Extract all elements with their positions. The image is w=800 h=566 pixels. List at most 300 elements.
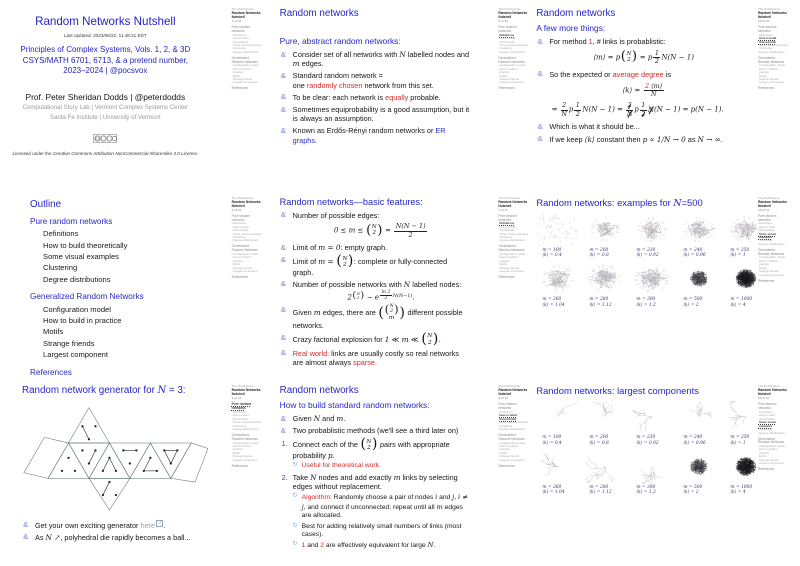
slide-examples-n500 xyxy=(533,189,800,378)
network-thumbnail xyxy=(536,401,580,448)
network-thumbnail xyxy=(583,451,627,498)
item-number: 2. xyxy=(281,473,288,483)
network-graphic xyxy=(677,401,721,434)
sidebar-text: Random Networks Nutshell xyxy=(231,11,261,20)
sidebar-nav-item[interactable]: Strange friends xyxy=(499,454,519,459)
list-item: & Known as Erdős-Rényi random networks or ER graphs. xyxy=(280,125,446,145)
network-thumbnail xyxy=(677,401,721,448)
bullet-flower-icon: & xyxy=(280,348,287,358)
sidebar-text: 6 of 72 xyxy=(498,18,508,23)
sidebar-nav-item[interactable]: How to build in practice xyxy=(758,447,778,455)
list-item: & Two probablistic methods (we'll see a third later on) xyxy=(280,425,459,436)
sidebar-nav-item[interactable]: Configuration model xyxy=(758,63,785,68)
bullet-flower-icon: & xyxy=(280,49,287,59)
network-label: m = 240 ⟨k⟩ = 0.96 xyxy=(683,435,706,447)
slide-sidebar xyxy=(498,8,528,91)
sidebar-nav-item[interactable]: How to build theoretically xyxy=(758,36,777,44)
sidebar-nav-item[interactable]: Clustering xyxy=(499,46,513,51)
list-item: & Consider set of all networks with N labelled nodes and m edges. xyxy=(280,49,470,69)
slide-subhead: A few more things: xyxy=(536,23,606,33)
slide-sidebar xyxy=(758,8,788,91)
sidebar-nav-item[interactable]: Clustering xyxy=(232,46,246,51)
network-label: m = 230 ⟨k⟩ = 0.92 xyxy=(636,435,659,447)
sub-item: ↻ Algorithm: Randomly choose a pair of nodes i and j, i ≠ j, and connect if unconnected; repeat until all m edges are allocated. xyxy=(292,493,468,520)
sidebar-nav-item[interactable]: Pure random networks xyxy=(757,25,777,33)
sidebar-nav-item[interactable]: Some visual examples xyxy=(758,420,776,428)
sidebar-nav-item[interactable]: Strange friends xyxy=(758,457,779,462)
bullet-list xyxy=(536,37,738,144)
bullet-flower-icon: & xyxy=(280,70,287,80)
list-item: & Limit of m = 0: empty graph. xyxy=(280,242,388,253)
slide-title: Random networks: largest components xyxy=(536,385,699,397)
sidebar-nav-item[interactable]: Clustering xyxy=(758,46,772,51)
sidebar-nav-item[interactable]: How to build theoretically xyxy=(232,224,249,233)
sidebar-nav-item[interactable]: Motifs xyxy=(499,450,508,455)
slide-title: Random networks xyxy=(536,8,616,19)
sub-bullet-icon: ↻ xyxy=(292,522,298,529)
sidebar-text: Random Networks Nutshell xyxy=(757,11,787,20)
network-graphic xyxy=(583,451,627,484)
equation-possible-networks: 2 $^{( N 2 )}$ ∼ e $^{\frac{\ln 2}{2} N(N-1)}$. xyxy=(347,290,415,302)
sidebar-nav-item[interactable]: Definitions xyxy=(758,409,773,414)
sidebar-nav-item[interactable]: Generalized Random Networks xyxy=(231,244,258,253)
list-item: & So the expected or average degree is ⟨k⟩ = $\frac{2 ⟨m⟩}{N}$ = $\frac{2}{N}$ p $\frac{1}{2}$ N(N − 1) = $\frac{2}{N}$ p $\frac{1}{2}$ N(N − 1) = p(N − 1). xyxy=(536,70,738,118)
network-thumbnail xyxy=(583,263,627,310)
sidebar-nav-item[interactable]: Clustering xyxy=(499,423,513,428)
outline-item-link[interactable]: Configuration model xyxy=(43,304,111,314)
sidebar-nav-item[interactable]: Strange friends xyxy=(232,454,253,459)
network-label: m = 250 ⟨k⟩ = 1 xyxy=(730,247,750,259)
network-thumbnail xyxy=(630,401,674,448)
sidebar-text: Random Networks Nutshell xyxy=(498,199,528,208)
bullet-list xyxy=(280,211,470,368)
slide-sidebar xyxy=(232,385,262,468)
slide-few-more-things xyxy=(533,0,800,189)
slide-sidebar xyxy=(232,197,262,280)
sidebar-text: 4 of 72 xyxy=(231,396,242,401)
network-thumbnail xyxy=(536,214,580,261)
slide-subhead: How to build standard random networks: xyxy=(279,400,430,411)
sidebar-nav-item[interactable]: Configuration model xyxy=(499,440,526,445)
outline-item-link[interactable]: Degree distributions xyxy=(43,274,111,284)
list-item: & For method 1, # links is probablistic: ⟨m⟩ = p ( N 2 ) = p $\frac{1}{2}$ N(N − 1) xyxy=(536,37,738,65)
sidebar-nav-item[interactable]: References xyxy=(231,463,248,468)
sidebar-nav-item[interactable]: Some visual examples xyxy=(232,42,262,47)
sidebar-nav-item[interactable]: Strange friends xyxy=(499,77,519,81)
bullet-flower-icon: & xyxy=(280,104,287,114)
network-thumbnail xyxy=(536,451,580,498)
sidebar-nav-item[interactable]: Configuration model xyxy=(758,444,785,449)
sidebar-nav-item[interactable]: Motifs xyxy=(232,450,241,455)
sidebar-nav-item[interactable]: Definitions xyxy=(232,221,247,226)
outline-item-link[interactable]: How to build theoretically xyxy=(43,240,128,250)
network-label: m = 500 ⟨k⟩ = 2 xyxy=(683,297,703,308)
network-thumbnail xyxy=(677,451,721,498)
network-graphic xyxy=(536,263,580,296)
sidebar-nav-item[interactable]: How to build in practice xyxy=(232,444,252,452)
network-thumbnail xyxy=(630,263,674,310)
sidebar-nav-item[interactable]: Degree distributions xyxy=(232,427,259,432)
outline-item-link[interactable]: Motifs xyxy=(43,327,64,337)
sidebar-nav-item[interactable]: Largest component xyxy=(758,461,784,466)
sidebar-nav-item[interactable]: Clustering xyxy=(232,423,246,428)
network-label: m = 300 ⟨k⟩ = 1.2 xyxy=(636,297,656,308)
numbered-item: 2. Take N nodes and add exactly m links by selecting edges without replacement. ↻ Algorithm: Randomly choose a pair of nodes i and j, i ≠ j, and connect if unconnected; repeat until all m edges are allocated. ↻ Best for adding relatively small numbers of links (most cases). ↻ 1 and 2 are effectively equivalent for large N. xyxy=(281,473,468,550)
bullet-list xyxy=(280,50,470,145)
slide-how-to-build xyxy=(267,377,534,566)
network-thumbnail xyxy=(630,214,674,261)
network-label: m = 1000 ⟨k⟩ = 4 xyxy=(730,484,753,496)
sidebar-nav-item[interactable]: How to build in practice xyxy=(499,444,519,452)
sidebar-nav-item[interactable]: Pure random networks xyxy=(757,213,777,222)
sub-bullet-list xyxy=(293,462,470,471)
affiliation-line-1: Computational Story Lab | Vermont Complex Systems Center xyxy=(22,103,189,111)
slide-sidebar xyxy=(758,197,788,284)
bullet-flower-icon: & xyxy=(280,242,287,252)
outline-item-link[interactable]: Definitions xyxy=(43,229,79,239)
largest-components-grid xyxy=(536,401,753,498)
outline-item-link[interactable]: Some visual examples xyxy=(43,251,119,261)
network-thumbnail xyxy=(583,214,627,261)
network-thumbnail xyxy=(677,214,721,261)
sidebar-nav-item[interactable]: How to build in practice xyxy=(499,66,519,75)
sidebar-nav-item[interactable]: Largest component xyxy=(758,272,784,277)
list-item: & Given m edges, there are ( ( N 2 ) m ) different possible networks. xyxy=(280,302,463,331)
sidebar-text: The PoCSverse xyxy=(498,384,521,389)
sidebar-nav-item[interactable]: How to build theoretically xyxy=(499,413,517,421)
sub-bullet-list xyxy=(293,493,470,551)
bullet-flower-icon: & xyxy=(537,121,543,131)
numbered-item: 1. Connect each of the ( N 2 ) pairs with appropriate probability p. ↻ Useful for theoretical work. xyxy=(280,439,470,471)
sidebar-nav-item[interactable]: Definitions xyxy=(232,32,247,37)
sidebar-nav-item[interactable]: Pure random networks xyxy=(498,213,517,222)
affiliation-line-2: Santa Fe Institute | University of Vermont xyxy=(50,113,161,121)
sidebar-nav-item[interactable]: Motifs xyxy=(499,262,508,267)
sidebar-nav-item[interactable]: Degree distributions xyxy=(499,49,526,54)
network-thumbnail xyxy=(677,263,721,310)
sidebar-text: The PoCSverse xyxy=(757,7,780,11)
list-item: & Which is what it should be... xyxy=(537,121,640,132)
sidebar-nav-item[interactable]: Pure random networks xyxy=(498,25,517,33)
sidebar-nav-item[interactable]: Degree distributions xyxy=(499,238,526,243)
sidebar-nav-item[interactable]: Generalized Random Networks xyxy=(498,55,525,64)
sidebar-nav-item[interactable]: Configuration model xyxy=(758,255,785,260)
outline-item-link[interactable]: Strange friends xyxy=(43,338,95,348)
sidebar-nav-item[interactable]: Some visual examples xyxy=(499,42,529,47)
sidebar-nav-item[interactable]: Generalized Random Networks xyxy=(498,244,525,253)
sidebar-nav-item[interactable]: Pure random networks xyxy=(498,402,517,411)
sidebar-nav-item[interactable]: References xyxy=(498,86,515,91)
bullet-flower-icon: & xyxy=(280,92,287,102)
network-label: m = 280 ⟨k⟩ = 1.12 xyxy=(589,484,612,496)
sidebar-text: Random Networks Nutshell xyxy=(498,388,528,397)
bullet-flower-icon: & xyxy=(280,210,287,220)
sidebar-nav-item[interactable]: Some visual examples xyxy=(758,42,788,47)
bullet-list xyxy=(22,520,203,542)
sidebar-nav-item[interactable]: Pure random networks xyxy=(231,213,251,222)
bullet-flower-icon: & xyxy=(23,532,29,542)
network-graphic xyxy=(536,401,580,434)
sidebar-nav-item[interactable]: Some visual examples xyxy=(758,231,776,239)
sidebar-nav-item[interactable]: How to build in practice xyxy=(758,66,778,75)
outline-section-link[interactable]: References xyxy=(30,367,72,377)
sidebar-text: 10 of 72 xyxy=(757,18,770,23)
sidebar-nav-item[interactable]: Some visual examples xyxy=(499,231,529,236)
slide-subhead: Pure, abstract random networks: xyxy=(279,36,401,46)
network-label: m = 280 ⟨k⟩ = 1.12 xyxy=(589,297,612,308)
network-graphic xyxy=(630,263,674,296)
sidebar-text: 14 of 72 xyxy=(757,396,770,401)
sidebar-text: 2 of 72 xyxy=(231,207,242,212)
network-label: m = 100 ⟨k⟩ = 0.4 xyxy=(542,435,562,447)
course-line: Principles of Complex Systems, Vols. 1, 2, & 3D CSYS/MATH 6701, 6713, & a pretend number, 2023–2024 | @pocsvox xyxy=(20,45,191,76)
network-graphic xyxy=(677,214,721,247)
sidebar-nav-item[interactable]: Definitions xyxy=(758,32,773,37)
last-updated: Last updated: 2023/08/22, 11:48:21 EDT xyxy=(63,33,147,38)
sidebar-text: Random Networks Nutshell xyxy=(231,388,261,397)
sidebar-nav-item[interactable]: Motifs xyxy=(232,73,241,78)
equation-possible-edges: 0 ≤ m ≤ ( N 2 ) = $\frac{N(N - 1)}{2}$ xyxy=(333,222,426,239)
sidebar-nav-item[interactable]: Degree distributions xyxy=(758,49,785,54)
sidebar-nav-item[interactable]: References xyxy=(498,463,515,468)
sidebar-text: 13 of 72 xyxy=(757,207,770,212)
network-label: m = 500 ⟨k⟩ = 2 xyxy=(683,484,703,496)
sidebar-nav-item[interactable]: References xyxy=(498,275,515,280)
network-label: m = 250 ⟨k⟩ = 1 xyxy=(730,435,750,447)
sidebar-nav-item[interactable]: Largest component xyxy=(232,269,258,274)
external-link-icon[interactable]: ↗ xyxy=(157,520,162,527)
sidebar-nav-item[interactable]: Generalized Random Networks xyxy=(757,436,785,445)
bullet-flower-icon: & xyxy=(537,36,543,46)
sidebar-nav-item[interactable]: How to build theoretically xyxy=(232,413,249,421)
sidebar-text: The PoCSverse xyxy=(757,195,780,200)
list-item: & As N ↗, polyhedral die rapidly becomes a ball... xyxy=(23,532,191,542)
network-graphic xyxy=(583,401,627,434)
bullet-flower-icon: & xyxy=(537,69,543,79)
outline-item-link[interactable]: Largest component xyxy=(43,350,109,360)
sidebar-nav-item[interactable]: Degree distributions xyxy=(758,241,785,246)
sidebar-nav-item[interactable]: How to build in practice xyxy=(232,66,252,75)
equation-degree-derivation: = $\frac{2}{N}$ p $\frac{1}{2}$ N(N − 1) = $\frac{2}{N}$ p $\frac{1}{2}$ N(N − 1) = p(N − 1). xyxy=(551,101,724,118)
bullet-list xyxy=(280,414,470,435)
author-line: Prof. Peter Sheridan Dodds | @peterdodds xyxy=(25,91,186,102)
sidebar-text: The PoCSverse xyxy=(757,384,780,389)
sidebar-nav-item[interactable]: Strange friends xyxy=(758,77,779,81)
sidebar-nav-item[interactable]: Largest component xyxy=(232,80,258,85)
slide-sidebar xyxy=(498,197,528,280)
list-item: & Number of possible edges: 0 ≤ m ≤ ( N 2 ) = $\frac{N(N - 1)}{2}$ xyxy=(280,211,470,239)
slide-sidebar xyxy=(232,8,262,91)
list-item: & Standard random network = one randomly chosen network from this set. xyxy=(280,70,434,90)
sidebar-text: The PoCSverse xyxy=(498,195,521,200)
sidebar-nav-item[interactable]: Definitions xyxy=(499,409,513,414)
slide-title-card xyxy=(0,0,267,189)
inline-link[interactable]: ER graphs xyxy=(292,126,446,145)
sidebar-nav-item[interactable]: Strange friends xyxy=(232,265,253,270)
sidebar-nav-item[interactable]: Motifs xyxy=(758,265,767,270)
inline-link[interactable]: here xyxy=(140,520,156,530)
list-item: & Number of possible networks with N labelled nodes: 2 $^{( N 2 )}$ ∼ e $^{\frac{\ln 2}{2} N(N-1)}$. xyxy=(280,280,470,303)
octahedron-net xyxy=(22,400,208,512)
sidebar-nav-item[interactable]: Motifs xyxy=(232,262,241,267)
slide-sidebar xyxy=(758,385,788,472)
network-label: m = 240 ⟨k⟩ = 0.96 xyxy=(683,247,706,259)
sidebar-nav-item[interactable]: Generalized Random Networks xyxy=(231,433,258,441)
list-item: & If we keep ⟨k⟩ constant then p ∝ 1/N → 0 as N → ∞. xyxy=(537,134,723,144)
network-thumbnail xyxy=(583,401,627,448)
list-item: & Sometimes equiprobability is a good assumption, but it is always an assumption. xyxy=(280,104,470,124)
deck-title: Random Networks Nutshell xyxy=(35,15,176,28)
sidebar-nav-item[interactable]: References xyxy=(231,86,248,91)
bullet-flower-icon: & xyxy=(537,134,543,143)
sidebar-nav-item[interactable]: Clustering xyxy=(232,235,246,239)
outline-list xyxy=(30,217,201,377)
sidebar-nav-item[interactable]: Configuration model xyxy=(232,440,259,445)
sidebar-nav-item[interactable]: Pure random networks xyxy=(231,25,251,33)
network-thumbnail xyxy=(536,263,580,310)
sidebar-nav-item[interactable]: Configuration model xyxy=(499,63,526,68)
sidebar-nav-item[interactable]: How to build in practice xyxy=(758,258,778,267)
sidebar-nav-item[interactable]: Degree distributions xyxy=(232,49,259,54)
sidebar-nav-item[interactable]: How to build theoretically xyxy=(758,224,775,233)
sidebar-nav-item[interactable]: Degree distributions xyxy=(758,430,785,435)
sidebar-nav-item[interactable]: Generalized Random Networks xyxy=(757,247,785,256)
network-graphic xyxy=(583,214,627,247)
outline-section-link[interactable]: Pure random networks xyxy=(30,216,113,226)
sidebar-nav-item[interactable]: Configuration model xyxy=(499,251,526,256)
sub-bullet-icon: ↻ xyxy=(292,493,298,500)
svg-text:cc: cc xyxy=(95,136,101,142)
sidebar-nav-item[interactable]: Motifs xyxy=(758,73,767,78)
network-graphic xyxy=(630,401,674,434)
sidebar-nav-item[interactable]: Largest component xyxy=(499,80,525,85)
network-graphic xyxy=(677,263,721,296)
sidebar-nav-item[interactable]: Generalized Random Networks xyxy=(231,55,258,64)
sidebar-nav-item[interactable]: How to build theoretically xyxy=(758,413,775,421)
sidebar-text: 7 of 72 xyxy=(498,207,508,212)
network-label: m = 260 ⟨k⟩ = 1.04 xyxy=(542,484,565,496)
bullet-flower-icon: & xyxy=(280,425,287,435)
outline-item-link[interactable]: How to build in practice xyxy=(43,316,122,325)
sidebar-nav-item[interactable]: References xyxy=(757,467,775,472)
bullet-flower-icon: & xyxy=(280,332,287,342)
outline-section-link[interactable]: Generalized Random Networks xyxy=(30,292,144,302)
slide-pure-abstract xyxy=(267,0,534,189)
network-graphic xyxy=(536,451,580,484)
bullet-flower-icon: & xyxy=(280,279,287,289)
network-label: m = 200 ⟨k⟩ = 0.8 xyxy=(589,435,609,447)
octahedron-net-figure xyxy=(22,400,203,517)
sidebar-nav-item[interactable]: References xyxy=(757,278,775,283)
sidebar-nav-item[interactable]: Some visual examples xyxy=(499,420,529,425)
sidebar-nav-item[interactable]: Definitions xyxy=(758,221,773,226)
sidebar-nav-item[interactable]: Largest component xyxy=(499,457,525,462)
sidebar-nav-item[interactable]: Largest component xyxy=(758,80,784,85)
bullet-flower-icon: & xyxy=(280,304,287,314)
sidebar-text: The PoCSverse xyxy=(231,384,254,389)
sidebar-nav-item[interactable]: Definitions xyxy=(232,409,247,414)
sidebar-nav-item[interactable]: Generalized Random Networks xyxy=(498,433,525,441)
sidebar-nav-item[interactable]: Some visual examples xyxy=(232,420,262,425)
sidebar-nav-item[interactable]: Configuration model xyxy=(232,63,259,68)
sidebar-nav-item[interactable]: Generalized Random Networks xyxy=(757,55,785,64)
list-item: & Real world: links are usually costly so real networks are almost always sparse. xyxy=(280,348,459,367)
sidebar-nav-item[interactable]: Strange friends xyxy=(232,77,253,81)
sidebar-nav-item[interactable]: How to build theoretically xyxy=(499,36,516,44)
slide-title: Random networks: examples for N=500 xyxy=(536,196,703,209)
network-label: m = 230 ⟨k⟩ = 0.92 xyxy=(636,247,659,259)
sidebar-nav-item[interactable]: Strange friends xyxy=(758,269,779,274)
slide-generator-n3 xyxy=(0,377,267,566)
bullet-flower-icon: & xyxy=(23,519,29,529)
sidebar-nav-item[interactable]: How to build theoretically xyxy=(499,224,516,233)
slide-title: Random network generator for N = 3: xyxy=(22,385,186,397)
network-label: m = 1000 ⟨k⟩ = 4 xyxy=(730,297,753,308)
network-label: m = 300 ⟨k⟩ = 1.2 xyxy=(636,484,656,496)
sidebar-nav-item[interactable]: Clustering xyxy=(499,235,513,239)
sidebar-nav-item[interactable]: Motifs xyxy=(499,73,508,78)
sidebar-nav-item[interactable]: Largest component xyxy=(232,457,258,462)
list-item: & Get your own exciting generator here ↗ . xyxy=(23,519,166,530)
sidebar-nav-item[interactable]: Clustering xyxy=(758,427,772,432)
network-label: m = 200 ⟨k⟩ = 0.8 xyxy=(589,247,609,259)
cc-license-badge xyxy=(10,130,201,148)
sidebar-nav-item[interactable]: How to build in practice xyxy=(499,255,519,263)
sidebar-nav-item[interactable]: Motifs xyxy=(758,454,767,459)
sidebar-nav-item[interactable]: Degree distributions xyxy=(232,238,259,243)
list-item: & To be clear: each network is equally probable. xyxy=(280,92,441,102)
network-thumbnail xyxy=(630,451,674,498)
sidebar-text: The PoCSverse xyxy=(498,7,521,11)
slide-title: Random networks xyxy=(279,385,359,397)
bullet-flower-icon: & xyxy=(280,125,287,135)
sidebar-nav-item[interactable]: Pure random networks xyxy=(757,402,777,411)
sidebar-nav-item[interactable]: How to build theoretically xyxy=(232,36,249,44)
equation-mean-links: ⟨m⟩ = p ( N 2 ) = p $\frac{1}{2}$ N(N − 1) xyxy=(593,48,694,66)
sidebar-nav-item[interactable]: References xyxy=(757,86,775,91)
slide-title: Random networks xyxy=(279,8,359,19)
cc-license-icon xyxy=(93,134,117,143)
slide-sidebar xyxy=(498,385,528,468)
network-graphic xyxy=(677,451,721,484)
sidebar-nav-item[interactable]: Degree distributions xyxy=(499,427,526,432)
sidebar-nav-item[interactable]: Definitions xyxy=(499,221,515,226)
list-item: & Limit of m = ( N 2 ) : complete or fully-connected graph. xyxy=(280,253,448,277)
sidebar-nav-item[interactable]: Configuration model xyxy=(232,251,259,256)
item-number: 1. xyxy=(281,438,288,448)
sidebar-nav-item[interactable]: Largest component xyxy=(499,269,525,274)
sidebar-nav-item[interactable]: How to build in practice xyxy=(232,255,252,263)
slide-title: Outline xyxy=(30,198,62,210)
sidebar-nav-item[interactable]: References xyxy=(231,275,248,280)
list-item: & Crazy factorial explosion for 1 ≪ m ≪ ( N 2 ) . xyxy=(280,331,441,348)
sidebar-text: The PoCSverse xyxy=(231,195,254,200)
sidebar-nav-item[interactable]: Clustering xyxy=(758,238,772,243)
sidebar-nav-item[interactable]: Pure random networks xyxy=(231,402,252,411)
sidebar-text: Random Networks Nutshell xyxy=(757,388,787,397)
network-examples-grid xyxy=(536,214,753,311)
bullet-flower-icon: & xyxy=(280,255,287,265)
network-graphic xyxy=(630,214,674,247)
license-line: Licensed under the Creative Commons Attribution-NonCommercial-ShareAlike 3.0 License. xyxy=(12,151,199,157)
sidebar-nav-item[interactable]: Definitions xyxy=(499,32,515,37)
sidebar-nav-item[interactable]: Strange friends xyxy=(499,265,519,270)
sidebar-text: The PoCSverse xyxy=(231,7,254,11)
network-label: m = 260 ⟨k⟩ = 1.04 xyxy=(542,297,565,308)
outline-item-link[interactable]: Clustering xyxy=(43,263,78,273)
title-slide-content xyxy=(10,0,201,156)
sidebar-nav-item[interactable]: Some visual examples xyxy=(232,231,262,236)
